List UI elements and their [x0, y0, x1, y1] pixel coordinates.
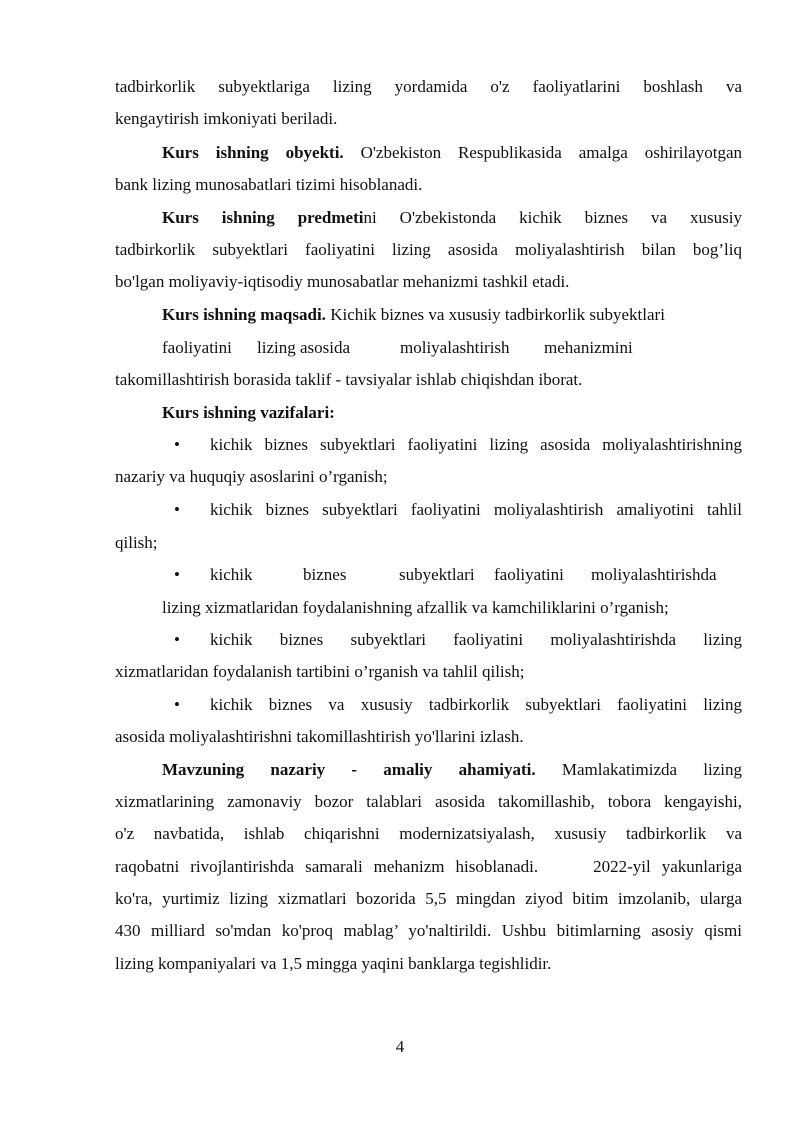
- text-line: xizmatlarining zamonaviy bozor talablari asosida takomillashib, tobora kengayishi,: [115, 792, 742, 811]
- text-span: Mamlakatimizda lizing: [535, 760, 742, 779]
- text-line: takomillashtirish borasida taklif - tavsiyalar ishlab chiqishdan iborat.: [115, 370, 583, 389]
- bullet-icon: •: [174, 695, 180, 714]
- word: mehanizmini: [544, 338, 633, 357]
- list-item-text: kichik biznes subyektlari faoliyatini lizing asosida moliyalashtirishning: [210, 435, 742, 454]
- heading-vazifalari: [162, 403, 742, 423]
- bullet-icon: •: [174, 565, 180, 584]
- word: faoliyatini: [162, 338, 232, 357]
- word: faoliyatini: [494, 565, 564, 584]
- word: lizing asosida: [257, 338, 351, 357]
- text-span: Kichik biznes va xususiy tadbirkorlik subyektlari: [325, 305, 665, 324]
- word: biznes: [303, 565, 347, 584]
- list-item-text: asosida moliyalashtirishni takomillashtirish yo'llarini izlash.: [115, 727, 524, 746]
- text-line: bank lizing munosabatlari tizimi hisoblanadi.: [115, 175, 423, 194]
- heading-obyekt: Kurs ishning obyekti.: [162, 143, 344, 162]
- list-item-text-spaced: [210, 565, 730, 585]
- text-line: o'z navbatida, ishlab chiqarishni modernizatsiyalash, xususiy tadbirkorlik va: [115, 824, 742, 843]
- heading-predmet: Kurs ishning predmeti: [162, 208, 364, 227]
- text-line: tadbirkorlik subyektlari faoliyatini lizing asosida moliyalashtirish bilan bog’liq: [115, 240, 742, 259]
- text-span: ni O'zbekistonda kichik biznes va xususiy: [363, 208, 742, 227]
- paragraph-maqsad: [162, 305, 742, 325]
- text-line: kengaytirish imkoniyati beriladi.: [115, 109, 338, 128]
- word: moliyalashtirish: [400, 338, 510, 357]
- text-line: bo'lgan moliyaviy-iqtisodiy munosabatlar mehanizmi tashkil etadi.: [115, 272, 570, 291]
- heading-vazifalari-text: Kurs ishning vazifalari:: [162, 403, 335, 422]
- bullet-icon: •: [174, 630, 180, 649]
- list-item-text: kichik biznes va xususiy tadbirkorlik subyektlari faoliyatini lizing: [210, 695, 742, 714]
- list-item-text: kichik biznes subyektlari faoliyatini moliyalashtirishda lizing: [210, 630, 742, 649]
- list-item-text: xizmatlaridan foydalanish tartibini o’rganish va tahlil qilish;: [115, 662, 525, 681]
- word: moliyalashtirishda: [591, 565, 717, 584]
- heading-ahamiyat: Mavzuning nazariy - amaliy ahamiyati.: [162, 760, 536, 779]
- paragraph-predmet: [162, 208, 742, 228]
- heading-maqsad: Kurs ishning maqsadi.: [162, 305, 326, 324]
- list-item-text: nazariy va huquqiy asoslarini o’rganish;: [115, 467, 388, 486]
- list-item-text: kichik biznes subyektlari faoliyatini moliyalashtirish amaliyotini tahlil: [210, 500, 742, 519]
- paragraph-obyekt: [162, 143, 742, 163]
- page-number: 4: [395, 1037, 405, 1056]
- text-line-spaced: [162, 338, 642, 358]
- text-line: tadbirkorlik subyektlariga lizing yordamida o'z faoliyatlarini boshlash va: [115, 77, 742, 96]
- list-item-text: qilish;: [115, 533, 158, 552]
- text-line: raqobatni rivojlantirishda samarali mehanizm hisoblanadi. 2022-yil yakunlariga: [115, 857, 742, 876]
- text-span: O'zbekiston Respublikasida amalga oshirilayotgan: [343, 143, 742, 162]
- word: subyektlari: [399, 565, 475, 584]
- text-line: 430 milliard so'mdan ko'proq mablag’ yo'naltirildi. Ushbu bitimlarning asosiy qismi: [115, 921, 742, 940]
- list-item-text: lizing xizmatlaridan foydalanishning afzallik va kamchiliklarini o’rganish;: [162, 598, 669, 617]
- word: kichik: [210, 565, 253, 584]
- text-line: ko'ra, yurtimiz lizing xizmatlari bozorida 5,5 mingdan ziyod bitim imzolanib, ularga: [115, 889, 742, 908]
- bullet-icon: •: [174, 435, 180, 454]
- paragraph-ahamiyat: [162, 760, 742, 780]
- text-line: lizing kompaniyalari va 1,5 mingga yaqini banklarga tegishlidir.: [115, 954, 552, 973]
- bullet-icon: •: [174, 500, 180, 519]
